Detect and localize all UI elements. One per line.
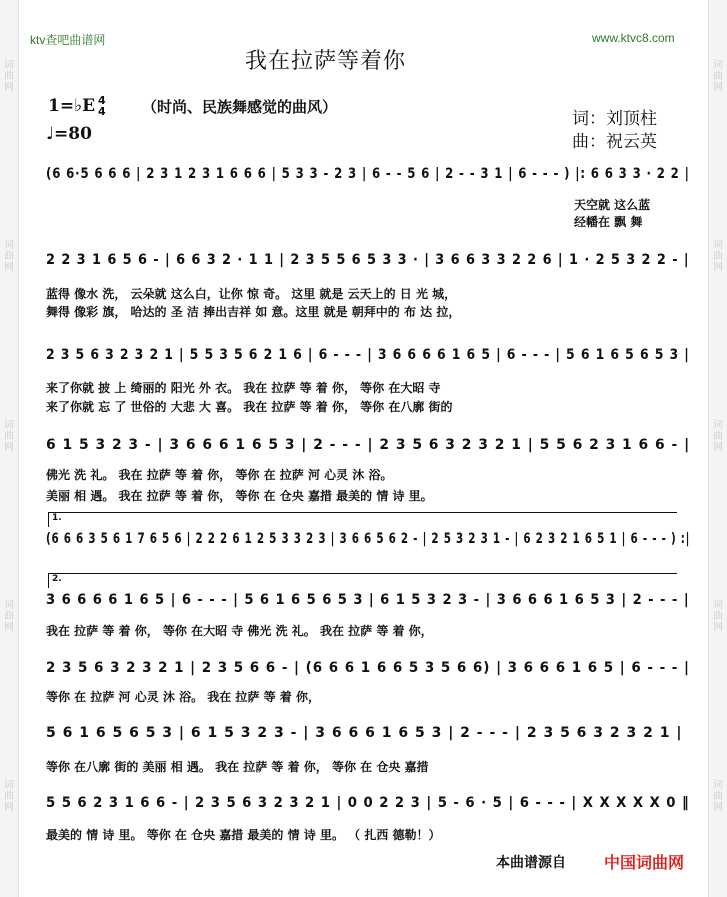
lyric-line-7: 等你 在 拉萨 河 心灵 沐 浴。 我在 拉萨 等 着 你，	[46, 690, 320, 704]
watermark-right-2: 词曲网	[713, 240, 723, 273]
site-url-right[interactable]: www.ktvc8.com	[592, 31, 675, 45]
brand-logo-text[interactable]: 中国词曲网	[604, 853, 685, 872]
lyric-line-1a: 天空就 这么蓝	[574, 198, 651, 212]
lyric-line-1b: 经幡在 飘 舞	[574, 215, 643, 229]
lyric-line-4b: 美丽 相 遇。 我在 拉萨 等 着 你， 等你 在 仓央 嘉措 最美的 情 诗 里。	[46, 489, 433, 503]
site-name-left[interactable]: ktv查吧曲谱网	[30, 33, 106, 47]
lyric-line-2a: 蓝得 像水 洗， 云朵就 这么白，让你 惊 奇。 这里 就是 云天上的 日 光 城，	[46, 287, 457, 301]
score-line-9: 5 5 6 2 3 1 6 6 - | 2 3 5 6 3 2 3 2 1 | 0 0 2 2 3 | 5 - 6 · 5 | 6 - - - | X X X X X 0 ‖	[46, 795, 690, 811]
volta-2-label: 2.	[52, 574, 62, 584]
watermark-left-3: 词曲网	[4, 420, 14, 453]
watermark-left-5: 词曲网	[4, 780, 14, 813]
song-title: 我在拉萨等着你	[245, 49, 407, 74]
watermark-left-4: 词曲网	[4, 600, 14, 633]
score-line-8: 5 6 1 6 5 6 5 3 | 6 1 5 3 2 3 - | 3 6 6 6 1 6 5 3 | 2 - - - | 2 3 5 6 3 2 3 2 1 |	[46, 725, 683, 741]
key-signature: 1=♭E	[48, 96, 96, 116]
score-line-1: (6 6·5 6 6 6 | 2 3 1 2 3 1 6 6 6 | 5 3 3 - 2 3 | 6 - - 5 6 | 2 - - 3 1 | 6 - - - ) |: 6 6 3 3 · 2 2 |	[46, 166, 690, 182]
lyric-line-3a: 来了你就 披 上 绮丽的 阳光 外 衣。 我在 拉萨 等 着 你， 等你 在大昭 寺	[46, 381, 441, 395]
lyric-line-2b: 舞得 像彩 旗， 哈达的 圣 洁 捧出吉祥 如 意。这里 就是 朝拜中的 布 达 拉，	[46, 305, 461, 319]
lyric-line-6: 我在 拉萨 等 着 你， 等你 在大昭 寺 佛光 洗 礼。 我在 拉萨 等 着 你，	[46, 624, 433, 638]
watermark-left-2: 词曲网	[4, 240, 14, 273]
score-line-2: 2 2 3 1 6 5 6 - | 6 6 3 2 · 1 1 | 2 3 5 5 6 5 3 3 · | 3 6 6 3 3 2 2 6 | 1 · 2 5 3 2 2 - |	[46, 252, 690, 268]
lyric-line-3b: 来了你就 忘 了 世俗的 大悲 大 喜。 我在 拉萨 等 着 你， 等你 在八廓 街的	[46, 400, 453, 414]
score-line-4: 6 1 5 3 2 3 - | 3 6 6 6 1 6 5 3 | 2 - - - | 2 3 5 6 3 2 3 2 1 | 5 5 6 2 3 1 6 6 - |	[46, 437, 691, 453]
watermark-right-5: 词曲网	[713, 780, 723, 813]
composer-credit: 曲：祝云英	[572, 132, 657, 152]
volta-2-bracket	[48, 573, 677, 588]
lyricist-credit: 词：刘顶柱	[572, 109, 657, 129]
score-line-7: 2 3 5 6 3 2 3 2 1 | 2 3 5 6 6 - | (6 6 6 1 6 6 5 3 5 6 6) | 3 6 6 6 1 6 5 | 6 - - - |	[46, 660, 690, 676]
watermark-right-3: 词曲网	[713, 420, 723, 453]
source-label: 本曲谱源自	[496, 855, 566, 871]
watermark-right-1: 词曲网	[713, 60, 723, 93]
style-note: （时尚、民族舞感觉的曲风）	[142, 98, 338, 116]
lyric-line-4a: 佛光 洗 礼。 我在 拉萨 等 着 你， 等你 在 拉萨 河 心灵 沐 浴。	[46, 468, 393, 482]
tempo-marking: ♩=80	[46, 124, 92, 144]
score-line-3: 2 3 5 6 3 2 3 2 1 | 5 5 3 5 6 2 1 6 | 6 - - - | 3 6 6 6 6 1 6 5 | 6 - - - | 5 6 1 6 5 6 5 3 |	[46, 347, 690, 363]
score-line-6: 3 6 6 6 6 1 6 5 | 6 - - - | 5 6 1 6 5 6 5 3 | 6 1 5 3 2 3 - | 3 6 6 6 1 6 5 3 | 2 - - - |	[46, 592, 690, 608]
volta-1-bracket	[48, 512, 677, 527]
watermark-right-4: 词曲网	[713, 600, 723, 633]
time-signature: 4 4	[98, 94, 106, 118]
score-line-5: (6 6 6 3 5 6 1 7 6 5 6 | 2 2 2 6 1 2 5 3 3 2 3 | 3 6 6 5 6 2 - | 2 5 3 2 3 1 - | 6 2 3 2 1 6 5 1 | 6 - - - ) :|	[46, 531, 691, 547]
volta-1-label: 1.	[52, 513, 62, 523]
lyric-line-9: 最美的 情 诗 里。 等你 在 仓央 嘉措 最美的 情 诗 里。 （ 扎西 德勒！）	[46, 828, 441, 842]
lyric-line-8: 等你 在八廓 街的 美丽 相 遇。 我在 拉萨 等 着 你， 等你 在 仓央 嘉措	[46, 760, 429, 774]
watermark-left-1: 词曲网	[4, 60, 14, 93]
